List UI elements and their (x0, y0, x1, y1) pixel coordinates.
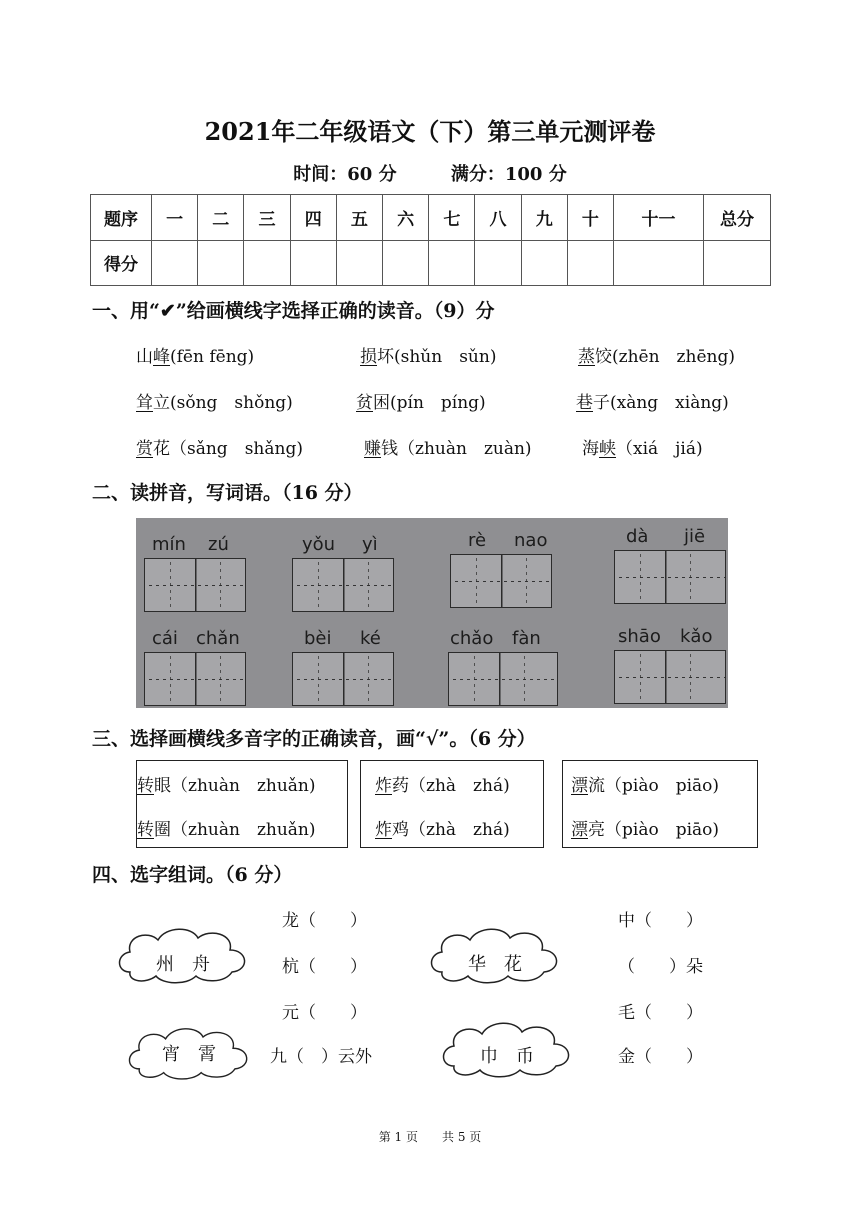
table-cell: 十 (567, 195, 613, 241)
underlined-char: 蒸 (578, 347, 595, 367)
table-cell: 五 (336, 195, 382, 241)
score-table-score-row (91, 240, 771, 286)
item-pre: 山 (136, 347, 153, 367)
score-cell[interactable] (704, 240, 771, 286)
polyphone-item[interactable] (137, 815, 316, 840)
score-cell[interactable] (290, 240, 336, 286)
pinyin-item[interactable] (136, 342, 254, 367)
writing-grid[interactable] (450, 554, 552, 608)
writing-grid[interactable] (144, 652, 246, 706)
pinyin-label: chǎn (196, 628, 240, 649)
pinyin-label: cái (152, 628, 178, 649)
pinyin-item[interactable] (136, 388, 293, 413)
score-cell[interactable] (614, 240, 704, 286)
writing-grid[interactable] (292, 558, 394, 612)
score-cell[interactable] (567, 240, 613, 286)
table-cell: 七 (429, 195, 475, 241)
pinyin-options: (zhēn zhēng) (612, 347, 735, 367)
underlined-char: 峰 (153, 347, 170, 367)
table-cell: 二 (198, 195, 244, 241)
underlined-char: 漂 (571, 820, 588, 840)
item-post: 立 (153, 393, 170, 413)
table-cell: 一 (152, 195, 198, 241)
item-post: 眼 (154, 776, 171, 796)
pinyin-options: （sǎng shǎng) (170, 439, 303, 459)
underlined-char: 损 (360, 347, 377, 367)
underlined-char: 赚 (364, 439, 381, 459)
section-4-title: 四、选字组词。（6 分） (92, 864, 293, 886)
item-post: 亮 (588, 820, 605, 840)
pinyin-label: jiē (684, 526, 706, 547)
cloud-word-pair: 华 花 (468, 954, 522, 975)
pinyin-options: （zhà zhá) (409, 776, 510, 796)
page-footer: 第 1 页 共 5 页 (378, 1130, 482, 1144)
score-cell[interactable] (336, 240, 382, 286)
page-title: 2021年二年级语文（下）第三单元测评卷 (204, 117, 656, 146)
item-post: 钱 (381, 439, 398, 459)
pinyin-options: （zhà zhá) (409, 820, 510, 840)
pinyin-options: （zhuàn zuàn) (398, 439, 532, 459)
writing-grid[interactable] (614, 550, 726, 604)
pinyin-item[interactable] (356, 388, 486, 413)
pinyin-label: fàn (512, 628, 541, 649)
pinyin-item[interactable] (136, 434, 303, 459)
pinyin-label: ké (360, 628, 381, 649)
pinyin-item[interactable] (578, 342, 735, 367)
word-blank[interactable]: 金（ ） (618, 1047, 703, 1067)
full-score: 满分：100 分 (450, 164, 567, 185)
section-1-title: 一、用“✔”给画横线字选择正确的读音。（9）分 (92, 300, 495, 322)
pinyin-label: zú (208, 534, 229, 555)
pinyin-label: dà (626, 526, 649, 547)
pinyin-options: (xàng xiàng) (610, 393, 729, 413)
table-cell: 六 (383, 195, 429, 241)
score-cell[interactable] (429, 240, 475, 286)
table-cell: 四 (290, 195, 336, 241)
table-cell: 九 (521, 195, 567, 241)
underlined-char: 峡 (599, 439, 616, 459)
underlined-char: 炸 (375, 820, 392, 840)
item-pre: 海 (582, 439, 599, 459)
pinyin-options: （xiá jiá) (616, 439, 703, 459)
pinyin-label: kǎo (680, 626, 713, 647)
word-blank[interactable]: 毛（ ） (618, 1003, 703, 1023)
pinyin-options: (sǒng shǒng) (170, 393, 293, 413)
word-blank[interactable]: 龙（ ） (282, 911, 367, 931)
underlined-char: 赏 (136, 439, 153, 459)
pinyin-label: rè (468, 530, 487, 551)
pinyin-label: bèi (304, 628, 332, 649)
polyphone-item[interactable] (571, 815, 719, 840)
score-cell[interactable] (152, 240, 198, 286)
table-cell: 得分 (91, 240, 152, 286)
underlined-char: 耸 (136, 393, 153, 413)
polyphone-item[interactable] (375, 771, 510, 796)
pinyin-label: yì (362, 534, 378, 555)
cloud-word-pair: 巾 币 (480, 1046, 534, 1067)
word-blank[interactable]: 中（ ） (618, 911, 703, 931)
item-post: 药 (392, 776, 409, 796)
pinyin-options: (fēn fēng) (170, 347, 255, 367)
score-cell[interactable] (383, 240, 429, 286)
item-post: 子 (593, 393, 610, 413)
underlined-char: 巷 (576, 393, 593, 413)
polyphone-box (136, 760, 348, 848)
item-post: 鸡 (392, 820, 409, 840)
pinyin-options: （zhuàn zhuǎn) (171, 776, 316, 796)
polyphone-item[interactable] (375, 815, 510, 840)
pinyin-item[interactable] (576, 388, 729, 413)
section-2-title: 二、读拼音，写词语。（16 分） (92, 482, 363, 504)
item-post: 饺 (595, 347, 612, 367)
item-post: 圈 (154, 820, 171, 840)
word-blank[interactable]: 元（ ） (282, 1003, 367, 1023)
exam-meta (0, 160, 860, 186)
time-limit: 时间：60 分 (293, 164, 397, 185)
cloud-word-pair: 宵 霄 (162, 1044, 216, 1065)
item-post: 坏 (377, 347, 394, 367)
underlined-char: 贫 (356, 393, 373, 413)
table-cell: 三 (244, 195, 290, 241)
pinyin-options: (pín píng) (390, 393, 486, 413)
underlined-char: 漂 (571, 776, 588, 796)
pinyin-label: shāo (618, 626, 661, 647)
pinyin-label: chǎo (450, 628, 494, 649)
table-cell: 总分 (704, 195, 771, 241)
section-3-title: 三、选择画横线多音字的正确读音，画“√”。（6 分） (92, 728, 536, 750)
score-table-header-row (91, 195, 771, 241)
pinyin-options: （piào piāo) (605, 820, 720, 840)
word-blank[interactable]: （ ）朵 (618, 957, 703, 977)
polyphone-item[interactable] (571, 771, 719, 796)
underlined-char: 炸 (375, 776, 392, 796)
score-table (90, 194, 771, 286)
score-cell[interactable] (198, 240, 244, 286)
word-blank[interactable]: 九（ ）云外 (270, 1047, 372, 1067)
polyphone-item[interactable] (137, 771, 316, 796)
pinyin-label: nao (514, 530, 548, 551)
item-post: 流 (588, 776, 605, 796)
pinyin-label: yǒu (302, 534, 336, 555)
pinyin-item[interactable] (582, 434, 703, 459)
table-cell: 十一 (614, 195, 704, 241)
item-post: 花 (153, 439, 170, 459)
pinyin-options: （zhuàn zhuǎn) (171, 820, 316, 840)
polyphone-box (562, 760, 758, 848)
score-cell[interactable] (244, 240, 290, 286)
cloud-word-pair: 州 舟 (156, 954, 210, 975)
table-cell: 八 (475, 195, 521, 241)
underlined-char: 转 (137, 776, 154, 796)
pinyin-label: mín (152, 534, 186, 555)
underlined-char: 转 (137, 820, 154, 840)
writing-grid[interactable] (614, 650, 726, 704)
pinyin-writing-photo (136, 518, 728, 708)
pinyin-item[interactable] (364, 434, 532, 459)
pinyin-options: （piào piāo) (605, 776, 720, 796)
pinyin-item[interactable] (360, 342, 496, 367)
item-post: 困 (373, 393, 390, 413)
score-cell[interactable] (475, 240, 521, 286)
polyphone-box (360, 760, 544, 848)
writing-grid[interactable] (144, 558, 246, 612)
writing-grid[interactable] (448, 652, 558, 706)
pinyin-options: (shǔn sǔn) (394, 347, 497, 367)
score-cell[interactable] (521, 240, 567, 286)
table-cell: 题序 (91, 195, 152, 241)
word-blank[interactable]: 杭（ ） (282, 957, 367, 977)
writing-grid[interactable] (292, 652, 394, 706)
